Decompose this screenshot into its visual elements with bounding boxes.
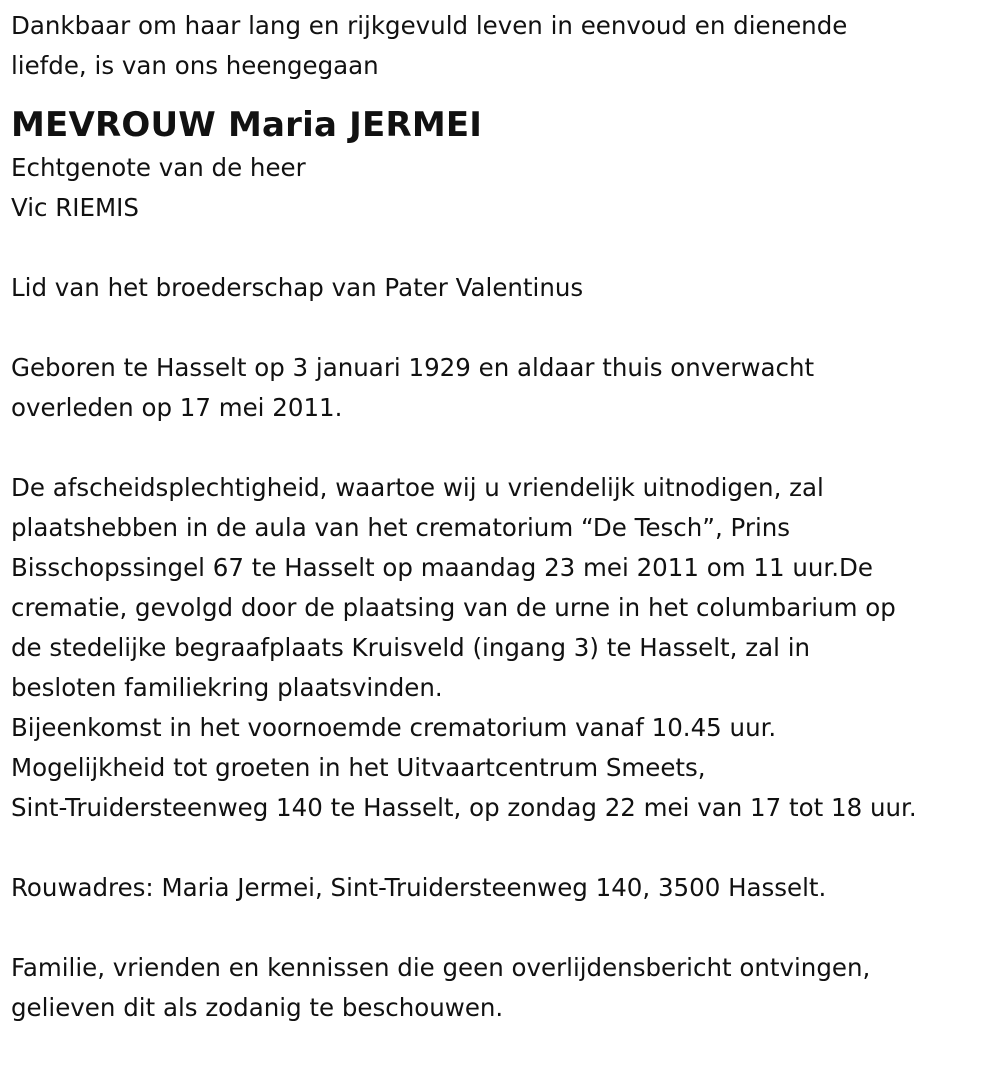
deceased-name: MEVROUW Maria JERMEI: [11, 105, 483, 145]
membership-paragraph: [11, 268, 996, 308]
address-paragraph: [11, 868, 996, 908]
intro-line: Dankbaar om haar lang en rijkgevuld leven in eenvoud en dienende: [11, 11, 848, 40]
ceremony-line: De afscheidsplechtigheid, waartoe wij u vriendelijk uitnodigen, zal: [11, 473, 824, 502]
spouse-paragraph: [11, 148, 996, 228]
birth-death-paragraph: [11, 348, 996, 428]
spouse-line: Vic RIEMIS: [11, 193, 139, 222]
closing-line: gelieven dit als zodanig te beschouwen.: [11, 993, 504, 1022]
birth-death-line: Geboren te Hasselt op 3 januari 1929 en aldaar thuis onverwacht: [11, 353, 815, 382]
obituary-document: [11, 6, 996, 1028]
ceremony-line: plaatshebben in de aula van het crematorium “De Tesch”, Prins: [11, 513, 791, 542]
ceremony-line: Sint-Truidersteenweg 140 te Hasselt, op zondag 22 mei van 17 tot 18 uur.: [11, 793, 917, 822]
ceremony-line: de stedelijke begraafplaats Kruisveld (ingang 3) te Hasselt, zal in: [11, 633, 811, 662]
address-line: Rouwadres: Maria Jermei, Sint-Truidersteenweg 140, 3500 Hasselt.: [11, 873, 827, 902]
ceremony-line: besloten familiekring plaatsvinden.: [11, 673, 443, 702]
ceremony-paragraph: [11, 468, 996, 828]
ceremony-line: Bijeenkomst in het voornoemde crematorium vanaf 10.45 uur.: [11, 713, 777, 742]
ceremony-line: crematie, gevolgd door de plaatsing van de urne in het columbarium op: [11, 593, 896, 622]
ceremony-line: Mogelijkheid tot groeten in het Uitvaartcentrum Smeets,: [11, 753, 706, 782]
ceremony-line: Bisschopssingel 67 te Hasselt op maandag 23 mei 2011 om 11 uur.De: [11, 553, 873, 582]
closing-line: Familie, vrienden en kennissen die geen overlijdensbericht ontvingen,: [11, 953, 871, 982]
birth-death-line: overleden op 17 mei 2011.: [11, 393, 343, 422]
membership-line: Lid van het broederschap van Pater Valentinus: [11, 273, 584, 302]
closing-paragraph: [11, 948, 996, 1028]
spouse-line: Echtgenote van de heer: [11, 153, 306, 182]
intro-line: liefde, is van ons heengegaan: [11, 51, 379, 80]
intro-paragraph: [11, 6, 996, 86]
